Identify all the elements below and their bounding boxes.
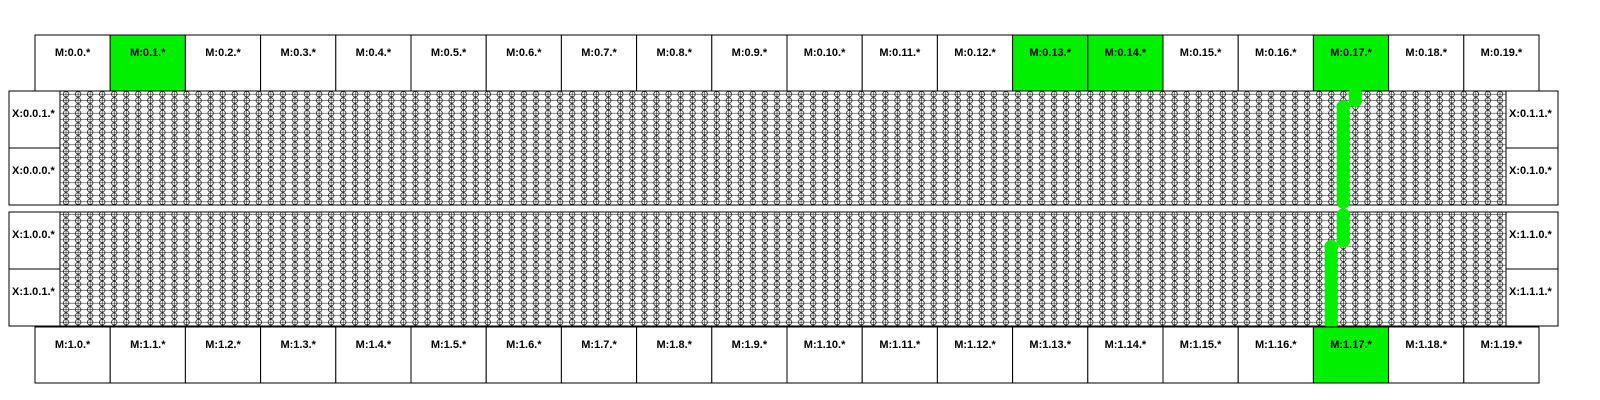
bottom-module[interactable] — [1013, 327, 1088, 383]
module-box[interactable] — [787, 327, 862, 383]
module-box[interactable] — [787, 35, 862, 91]
module-box[interactable] — [1464, 35, 1539, 91]
module-box[interactable] — [1013, 327, 1088, 383]
module-box[interactable] — [261, 35, 336, 91]
bottom-module-row — [35, 327, 1539, 383]
module-label: M:0.9.* — [731, 47, 768, 59]
bottom-module[interactable] — [110, 327, 185, 383]
top-module[interactable] — [862, 35, 937, 91]
module-box[interactable] — [35, 327, 110, 383]
switch-grid-block — [60, 91, 1506, 205]
module-label: M:0.4.* — [355, 47, 392, 59]
module-label: M:0.16.* — [1255, 47, 1297, 59]
module-label: M:0.5.* — [430, 47, 467, 59]
module-box[interactable] — [1313, 327, 1388, 383]
top-module[interactable] — [1389, 35, 1464, 91]
bottom-module[interactable] — [1088, 327, 1163, 383]
module-box[interactable] — [185, 327, 260, 383]
module-box[interactable] — [1088, 327, 1163, 383]
module-label: M:1.11.* — [879, 339, 921, 351]
module-label: M:1.14.* — [1104, 339, 1147, 351]
module-label: M:1.2.* — [205, 339, 241, 351]
top-module[interactable] — [185, 35, 260, 91]
module-label: M:0.17.* — [1330, 47, 1372, 59]
module-box[interactable] — [110, 327, 185, 383]
module-label: M:0.7.* — [581, 47, 617, 59]
module-box[interactable] — [937, 327, 1012, 383]
top-module[interactable] — [336, 35, 411, 91]
xbar-right-label: X:0.1.0.* — [1509, 165, 1552, 177]
bottom-module[interactable] — [486, 327, 561, 383]
bottom-module[interactable] — [787, 327, 862, 383]
top-module[interactable] — [1464, 35, 1539, 91]
module-label: M:1.3.* — [280, 339, 316, 351]
module-label: M:1.16.* — [1255, 339, 1297, 351]
module-box[interactable] — [561, 327, 636, 383]
module-box[interactable] — [1464, 327, 1539, 383]
module-label: M:1.8.* — [656, 339, 692, 351]
bottom-module[interactable] — [637, 327, 712, 383]
top-module[interactable] — [1238, 35, 1313, 91]
bottom-module[interactable] — [411, 327, 486, 383]
bottom-module[interactable] — [561, 327, 636, 383]
module-box[interactable] — [486, 35, 561, 91]
module-label: M:0.13.* — [1029, 47, 1071, 59]
top-module[interactable] — [561, 35, 636, 91]
bottom-module[interactable] — [336, 327, 411, 383]
top-module[interactable] — [787, 35, 862, 91]
xbar-left-label: X:1.0.0.* — [12, 229, 55, 241]
module-label: M:1.5.* — [430, 339, 467, 351]
top-module[interactable] — [486, 35, 561, 91]
module-label: M:0.18.* — [1405, 47, 1447, 59]
top-module[interactable] — [1088, 35, 1163, 91]
xbar-right-label: X:0.1.1.* — [1509, 108, 1552, 120]
module-label: M:0.6.* — [506, 47, 542, 59]
module-box[interactable] — [411, 327, 486, 383]
module-box[interactable] — [185, 35, 260, 91]
module-box[interactable] — [937, 35, 1012, 91]
top-module[interactable] — [937, 35, 1012, 91]
module-label: M:1.6.* — [506, 339, 542, 351]
module-label: M:0.2.* — [205, 47, 241, 59]
module-label: M:0.12.* — [954, 47, 996, 59]
top-module[interactable] — [411, 35, 486, 91]
module-box[interactable] — [1163, 327, 1238, 383]
module-label: M:0.3.* — [280, 47, 316, 59]
module-box[interactable] — [35, 35, 110, 91]
bottom-module[interactable] — [862, 327, 937, 383]
module-box[interactable] — [336, 35, 411, 91]
top-module[interactable] — [1313, 35, 1388, 91]
module-box[interactable] — [110, 35, 185, 91]
module-label: M:1.15.* — [1179, 339, 1222, 351]
module-box[interactable] — [336, 327, 411, 383]
module-box[interactable] — [1013, 35, 1088, 91]
module-label: M:0.0.* — [54, 47, 91, 59]
switch-grid — [60, 91, 1506, 326]
module-box[interactable] — [1238, 327, 1313, 383]
module-label: M:0.15.* — [1179, 47, 1222, 59]
bottom-module[interactable] — [35, 327, 110, 383]
top-module[interactable] — [1013, 35, 1088, 91]
module-box[interactable] — [712, 327, 787, 383]
module-label: M:1.4.* — [355, 339, 392, 351]
module-label: M:1.18.* — [1405, 339, 1447, 351]
module-box[interactable] — [637, 35, 712, 91]
module-label: M:0.19.* — [1480, 47, 1523, 59]
bottom-module[interactable] — [1389, 327, 1464, 383]
route-cell — [1337, 195, 1351, 209]
bottom-module[interactable] — [1238, 327, 1313, 383]
module-box[interactable] — [261, 327, 336, 383]
top-module-row — [35, 35, 1539, 91]
module-box[interactable] — [411, 35, 486, 91]
route-cell — [1349, 94, 1363, 108]
module-box[interactable] — [1163, 35, 1238, 91]
top-module[interactable] — [261, 35, 336, 91]
bottom-module[interactable] — [185, 327, 260, 383]
module-box[interactable] — [1313, 35, 1388, 91]
module-box[interactable] — [1238, 35, 1313, 91]
xbar-left-label: X:1.0.1.* — [12, 286, 55, 298]
module-box[interactable] — [1389, 35, 1464, 91]
xbar-right-label: X:1.1.1.* — [1509, 286, 1552, 298]
module-label: M:1.19.* — [1480, 339, 1523, 351]
module-label: M:0.10.* — [803, 47, 846, 59]
bottom-module[interactable] — [1313, 327, 1388, 383]
module-label: M:1.7.* — [581, 339, 617, 351]
top-module[interactable] — [637, 35, 712, 91]
bottom-module[interactable] — [937, 327, 1012, 383]
xbar-left-label: X:0.0.0.* — [12, 165, 55, 177]
xbar-right-label: X:1.1.0.* — [1509, 229, 1552, 241]
module-label: M:0.11.* — [879, 47, 921, 59]
module-label: M:0.14.* — [1104, 47, 1147, 59]
bottom-module[interactable] — [712, 327, 787, 383]
top-module[interactable] — [110, 35, 185, 91]
module-box[interactable] — [1389, 327, 1464, 383]
module-label: M:1.12.* — [954, 339, 996, 351]
bottom-module[interactable] — [1464, 327, 1539, 383]
module-box[interactable] — [712, 35, 787, 91]
xbar-left-label: X:0.0.1.* — [12, 108, 55, 120]
module-label: M:1.13.* — [1029, 339, 1071, 351]
module-box[interactable] — [1088, 35, 1163, 91]
top-module[interactable] — [1163, 35, 1238, 91]
module-label: M:1.17.* — [1330, 339, 1372, 351]
switch-grid-block — [60, 212, 1506, 326]
module-label: M:1.0.* — [54, 339, 91, 351]
module-label: M:1.9.* — [731, 339, 768, 351]
module-label: M:0.8.* — [656, 47, 692, 59]
module-label: M:0.1.* — [130, 47, 166, 59]
module-box[interactable] — [486, 327, 561, 383]
top-module[interactable] — [712, 35, 787, 91]
route-cell — [1337, 234, 1351, 248]
module-box[interactable] — [561, 35, 636, 91]
bottom-module[interactable] — [1163, 327, 1238, 383]
module-label: M:1.10.* — [803, 339, 846, 351]
bottom-module[interactable] — [261, 327, 336, 383]
top-module[interactable] — [35, 35, 110, 91]
module-label: M:1.1.* — [130, 339, 166, 351]
module-box[interactable] — [637, 327, 712, 383]
module-box[interactable] — [862, 35, 937, 91]
module-box[interactable] — [862, 327, 937, 383]
